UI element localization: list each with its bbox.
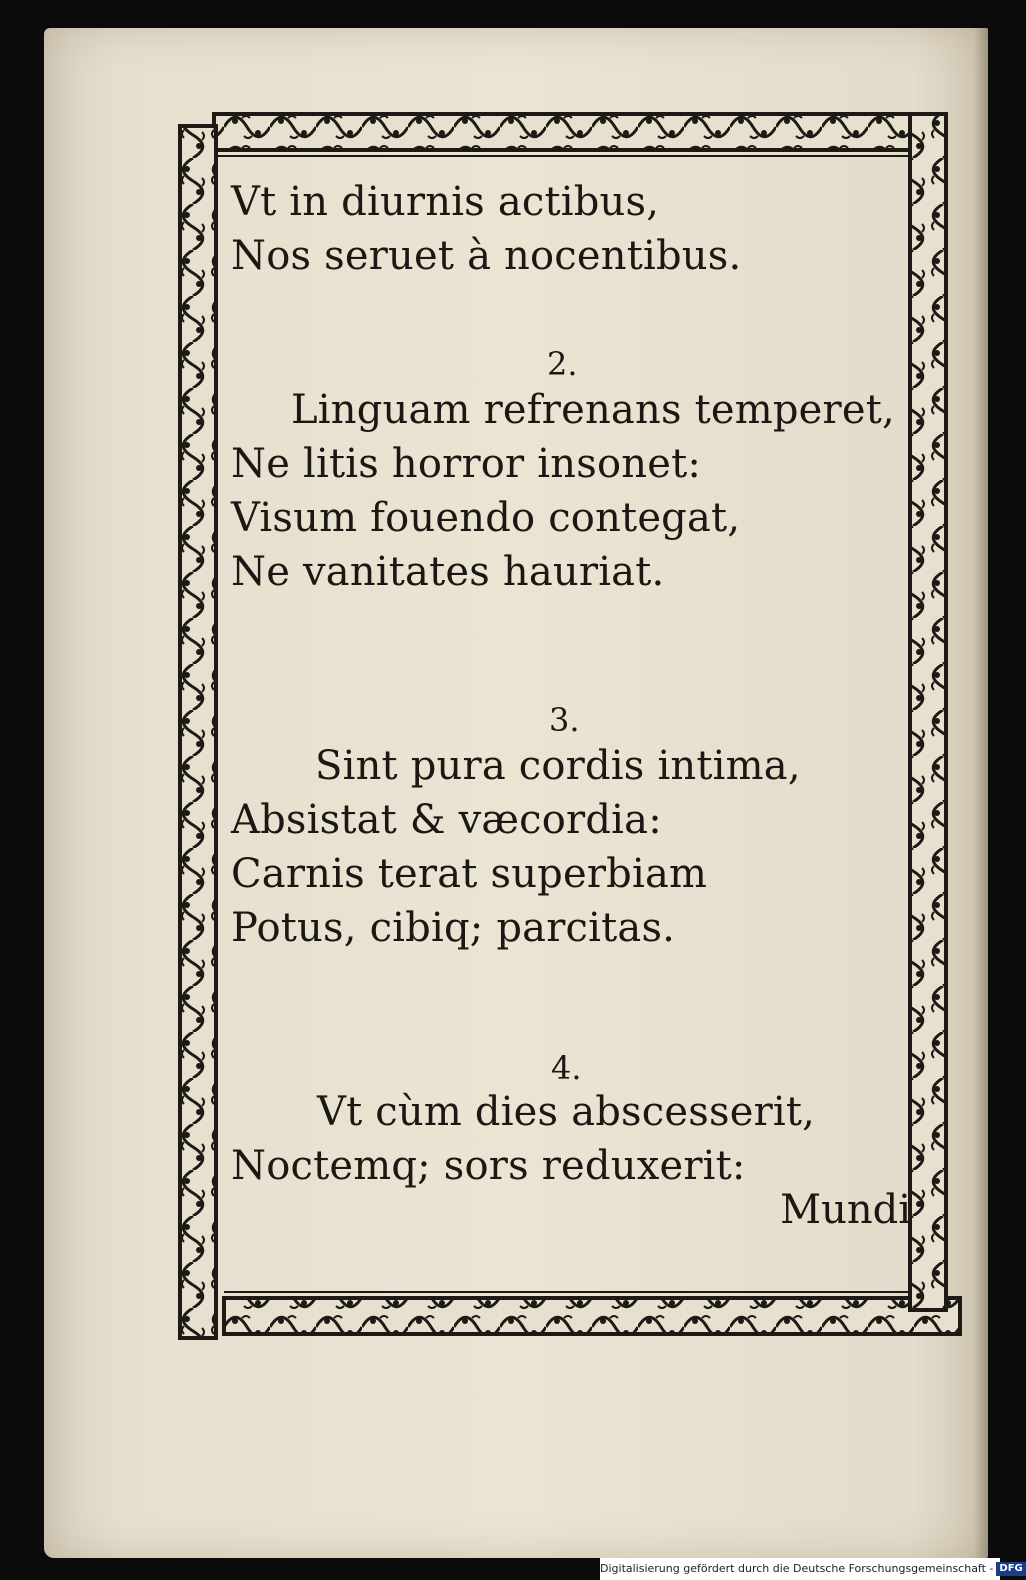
verse-line: Nos seruet à nocentibus.: [231, 233, 742, 279]
verse-line: Vt cùm dies abscesserit,: [317, 1089, 816, 1135]
dfg-logo-icon: DFG: [996, 1562, 1025, 1576]
digitization-footer: [600, 1558, 1023, 1580]
stanza-number: 4.: [551, 1049, 582, 1087]
verse-line: Noctemq; sors reduxerit:: [231, 1143, 746, 1189]
footer-text: Digitalisierung gefördert durch die Deutsche Forschungsgemeinschaft -: [600, 1562, 994, 1575]
catchword: Mundi: [780, 1187, 911, 1233]
verse-line: Potus, cibiq; parcitas.: [231, 905, 676, 951]
stanza-number: 2.: [547, 345, 578, 383]
verse-line: Ne litis horror insonet:: [231, 441, 702, 487]
verse-line: Linguam refrenans temperet,: [291, 387, 895, 433]
page-text: [231, 178, 911, 1238]
verse-line: Carnis terat superbiam: [231, 851, 708, 897]
verse-line: Absistat & væcordia:: [231, 797, 662, 843]
verse-line: Visum fouendo contegat,: [231, 495, 741, 541]
page-edge-shadow: [974, 28, 988, 1558]
verse-line: Vt in diurnis actibus,: [231, 179, 660, 225]
stanza-number: 3.: [549, 701, 580, 739]
verse-line: Ne vanitates hauriat.: [231, 549, 665, 595]
verse-line: Sint pura cordis intima,: [315, 743, 801, 789]
